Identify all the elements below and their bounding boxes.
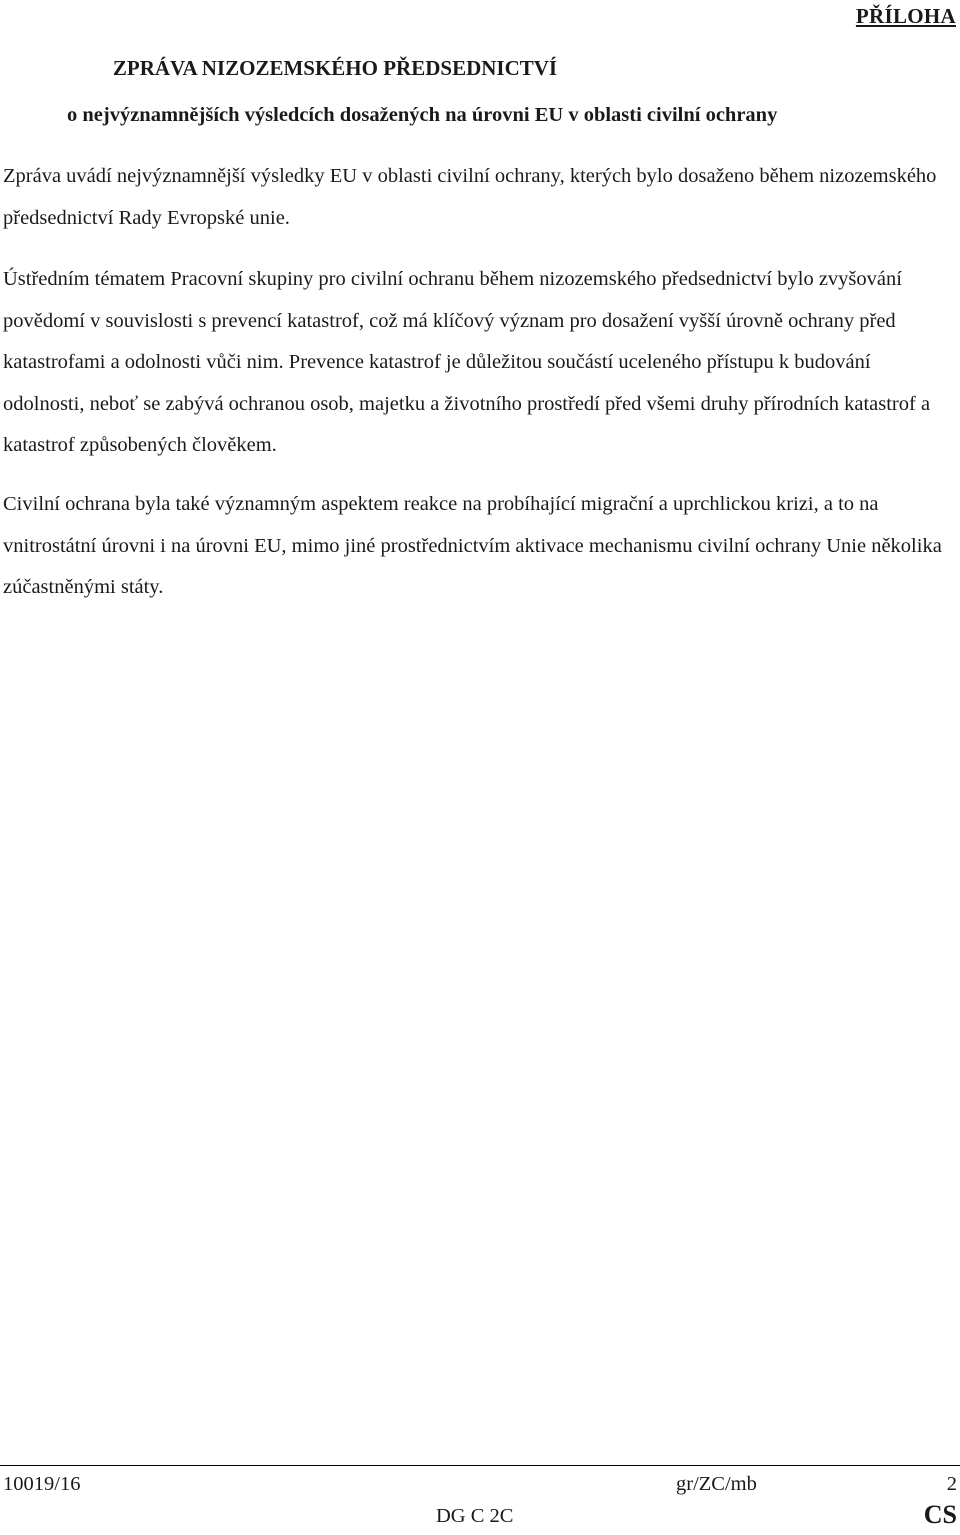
footer-divider	[0, 1465, 960, 1466]
document-title: ZPRÁVA NIZOZEMSKÉHO PŘEDSEDNICTVÍ	[112, 56, 558, 80]
footer-initials: gr/ZC/mb	[676, 1473, 757, 1495]
paragraph-migration: Civilní ochrana byla také významným aspektem reakce na probíhající migrační a uprchlickou krizi, a to na vnitrostátní úrovni i na úrovni EU, mimo jiné prostřednictvím aktivace mechanismu civilní ochrany Unie několika zúčastněnými státy.	[3, 493, 942, 598]
paragraph-prevention: Ústředním tématem Pracovní skupiny pro civilní ochranu během nizozemského předsednictví bylo zvyšování povědomí v souvislosti s prevencí katastrof, což má klíčový význam pro dosažení vyšší úrovně ochrany před katastrofami a odolnosti vůči nim. Prevence katastrof je důležitou součástí uceleného přístupu k budování odolnosti, neboť se zabývá ochranou osob, majetku a životního prostředí před všemi druhy přírodních katastrof a katastrof způsobených člověkem.	[3, 268, 931, 456]
annex-label: PŘÍLOHA	[855, 4, 956, 28]
footer-document-number: 10019/16	[3, 1473, 81, 1495]
footer-language-code: CS	[923, 1500, 957, 1529]
footer-directorate: DG C 2C	[436, 1505, 514, 1527]
document-subtitle: o nejvýznamnějších výsledcích dosažených na úrovni EU v oblasti civilní ochrany	[67, 104, 778, 126]
paragraph-intro: Zpráva uvádí nejvýznamnější výsledky EU v oblasti civilní ochrany, kterých bylo dosaženo během nizozemského předsednictví Rady Evropské unie.	[3, 165, 937, 229]
footer-page-number: 2	[946, 1473, 957, 1495]
